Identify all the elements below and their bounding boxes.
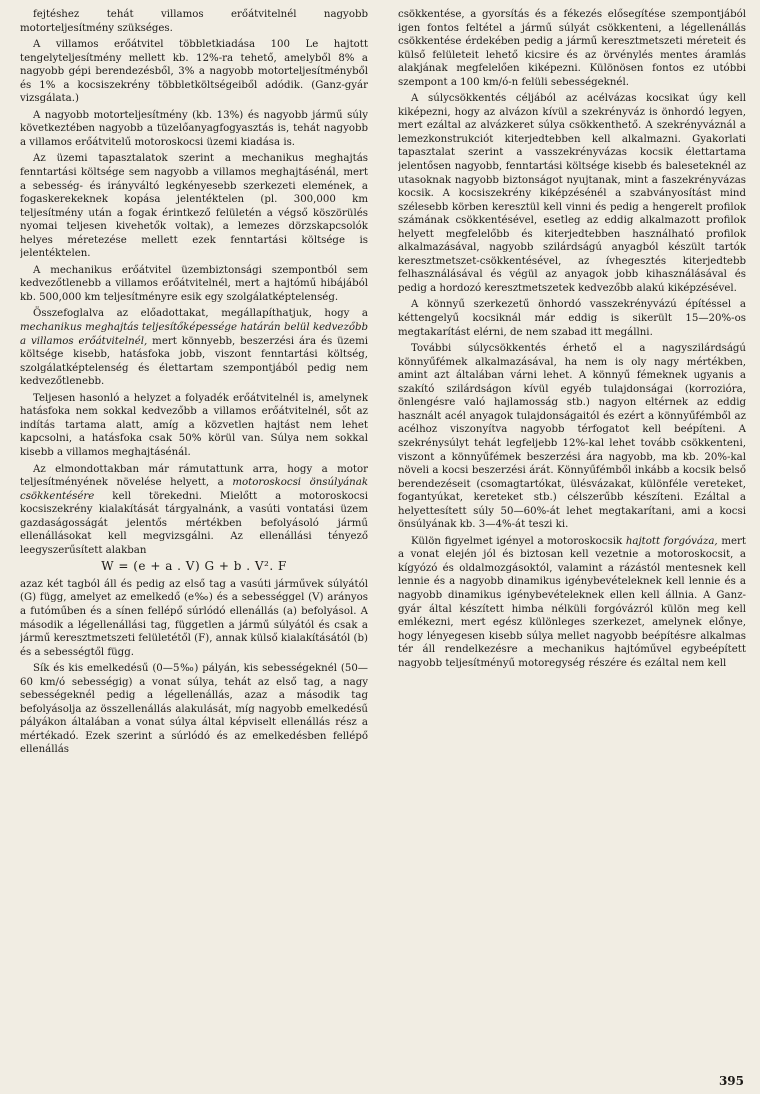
right-column xyxy=(398,8,746,1060)
emphasized-text: hajtott forgóváza, xyxy=(625,535,718,547)
paragraph-text: Sík és kis emelkedésű (0—5‰) pályán, kis sebességeknél (50—60 km/ó sebességig) a vonat súlya, tehát az első tag, a nagy sebességeknél pedig a légellenállás, azaz a második tag befolyásolja az összellenállás alakulását, míg nagyobb emelkedésű pályákon általában a vonat súlya által képviselt ellenállás rész a mértékadó. Ezek szerint a súrlódó és az emelkedésben fellépő ellenállás xyxy=(20,663,368,756)
paragraph-text: További súlycsökkentés érhető el a nagyszilárdságú könnyűfémek alkalmazásával, ha nem is oly nagy mértékben, amint azt általában várni lehet. A könnyű fémeknek ugyanis a szakító szilárdságon kívül egyéb tulajdonságai (korrozióra, önlengésre való hajlamosság stb.) nagyon eltérnek az eddig használt acél anyagok tulajdonságaitól és ezért a könnyűfémből az acélhoz viszonyítva nagyobb térfogatot kell beépíteni. A szekrénysúlyt tehát legfeljebb 12%-kal lehet tovább csökkenteni, viszont a könnyűfémek beszerzési ára nagyobb, ma kb. 20%-kal növeli a kocsi beszerzési árát. Könnyűfémből inkább a kocsik belső berendezéseit (csomagtartókat, ülésvázakat, különféle vereteket, fogantyúkat, kereteket stb.) célszerűbb készíteni. Ezáltal a helyettesített súly 50—60%-át lehet megtakarítani, ami a kocsi önsúlyának kb. 3—4%-át teszi ki. xyxy=(398,343,746,531)
paragraph xyxy=(20,578,368,659)
paragraph xyxy=(20,152,368,260)
paragraph xyxy=(20,392,368,460)
paragraph xyxy=(398,342,746,532)
left-column xyxy=(20,8,368,1060)
paragraph xyxy=(20,109,368,150)
paragraph-text-continued: mert a vonat elején jól és biztosan kell vezetnie a motoroskocsit, a kígyózó és oldalmozgásoktól, valamint a rázástól mentesnek kell lennie és a nagyobb dinamikus igénybevételeknek kell lennie és a nagyobb dinamikus igénybevételeknek ellen kell állnia. A Ganz-gyár által készített himba nélküli forgóvázról külön meg kell emlékezni, mert egész különleges szerkezet, amelynek előnye, hogy lényegesen kisebb súlya mellet nagyobb beépítésre alkalmas tér áll rendelkezésre a mechanikus hajtóművel egybeépített nagyobb teljesítményű motoregység részére és ezáltal nem kell xyxy=(398,535,746,669)
emphasized-text: mechanikus meghajtás teljesítőképessége határán belül kedvezőbb a villamos erőátvitelnél, xyxy=(20,322,368,347)
paragraph xyxy=(20,662,368,757)
paragraph xyxy=(398,535,746,670)
paragraph-text: Az elmondottakban már rámutattunk arra, hogy a motor teljesítményének növelése helyett, a xyxy=(20,463,368,489)
paragraph-text-continued: kell törekedni. Mielőtt a motoroskocsi kocsiszekrény kialakítását tárgyalnánk, a vasúti vontatási üzem gazdaságosságát jelentős mértékben befolyásoló jármű ellenállásokat kell megvizsgálni. Az ellenállási tényező leegyszerűsített alakban xyxy=(20,490,368,556)
paragraph xyxy=(20,463,368,558)
paragraph-text-continued: mert könnyebb, beszerzési ára és üzemi költsége kisebb, hatásfoka jobb, viszont fenntartási költség, szolgálatképtelenség és élettartam szempontjából pedig nem kedvezőtlenebb. xyxy=(20,335,368,388)
paragraph-text: Összefoglalva az előadottakat, megállapíthatjuk, hogy a xyxy=(33,308,368,320)
paragraph-text: Teljesen hasonló a helyzet a folyadék erőátvitelnél is, amelynek hatásfoka nem sokkal kedvezőbb a villamos erőátvitelnél, sőt az indítás tartama alatt, amíg a közvetlen hajtást nem lehet kapcsolni, a hatásfoka csak 50% körül van. Súlya nem sokkal kisebb a villamos meghajtásénál. xyxy=(20,392,368,458)
text-columns xyxy=(20,8,746,1060)
paragraph xyxy=(398,298,746,339)
paragraph xyxy=(398,8,746,89)
paragraph-text: Külön figyelmet igényel a motoroskocsik xyxy=(411,535,626,547)
resistance-formula: W = (e + a . V) G + b . V². F xyxy=(101,559,287,574)
emphasized-text: motoroskocsi önsúlyának csökkentésére xyxy=(20,477,368,502)
paragraph-text: A villamos erőátvitel többletkiadása 100 Le hajtott tengelyteljesítmény mellett kb. 12%-ra tehető, amelyből 8% a nagyobb gépi berendezésből, 3% a nagyobb motorteljesítményből és 1% a kocsiszekrény többletköltségeiből adódik. (Ganz-gyár vizsgálata.) xyxy=(20,39,368,105)
paragraph xyxy=(20,307,368,388)
paragraph xyxy=(20,38,368,106)
paragraph-text: A mechanikus erőátvitel üzembiztonsági szempontból sem kedvezőtlenebb a villamos erőátvitelnél, mert a hajtómű hibájából kb. 500,000 km teljesítményre esik egy szolgálatképtelenség. xyxy=(20,264,368,303)
paragraph-text: csökkentése, a gyorsítás és a fékezés elősegítése szempontjából igen fontos feltétel a jármű súlyát csökkenteni, a légellenállás csökkentése érdekében pedig a jármű keresztmetszeti méreteit és külső felületeit lehető kicsire és az örvénylés mentes áramlás alakjának megfelelően kiképezni. Különösen fontos ez utóbbi szempont a 100 km/ó-n felüli sebességeknél. xyxy=(398,9,746,88)
paragraph xyxy=(20,8,368,35)
page-number: 395 xyxy=(718,1074,744,1088)
paragraph xyxy=(20,264,368,305)
paragraph xyxy=(398,92,746,295)
paragraph-text: azaz két tagból áll és pedig az első tag a vasúti járművek súlyától (G) függ, amelyet az emelkedő (e‰) és a sebességgel (V) arányos a futóműben és a sínen fellépő súrlódó ellenállás (a) befolyásol. A második a légellenállási tag, független a jármű súlyától és csak a jármű keresztmetszeti felületétől (F), annak külső kialakításától (b) és a sebességtől függ. xyxy=(20,578,368,658)
paragraph-text: A könnyű szerkezetű önhordó vasszekrényvázú építéssel a kéttengelyű kocsiknál már eddig is sikerült 15—20%-os megtakarítást elérni, de nem szabad itt megállni. xyxy=(398,299,746,338)
paragraph-text: A nagyobb motorteljesítmény (kb. 13%) és nagyobb jármű súly következtében nagyobb a tüzelőanyagfogyasztás is, tehát nagyobb a villamos erőátvitelű motoroskocsi üzemi kiadása is. xyxy=(20,109,368,148)
paragraph-text: fejtéshez tehát villamos erőátvitelnél nagyobb motorteljesítmény szükséges. xyxy=(20,9,368,34)
paragraph-text: Az üzemi tapasztalatok szerint a mechanikus meghajtás fenntartási költsége sem nagyobb a villamos meghajtásénál, mert a sebesség- és irányváltó legkényesebb szerkezeti elemének, a fogaskerekeknek kopása jelentéktelen (pl. 300,000 km teljesítmény után a fogak érintkező felületén a végső köszörülés nyomai teljesen kivehetők voltak), a lemezes dörzskapcsolók helyes méretezése mellett ezek fenntartási költsége is jelentéktelen. xyxy=(20,153,368,260)
paragraph-text: A súlycsökkentés céljából az acélvázas kocsikat úgy kell kiképezni, hogy az alvázon kívül a szekrényváz is önhordó legyen, mert ezáltal az alvázkeret súlya csökkenthető. A szekrényváznál a lemezkonstrukciót kiterjedtebben kell alkalmazni. Gyakorlati tapasztalat szerint a vasszekrényvázas kocsik élettartama jelentősen nagyobb, fenntartási költsége kisebb és baleseteknél az utasoknak nagyobb biztonságot nyujtanak, mint a faszekrényvázas kocsik. A kocsiszekrény kiképzésénél a szabványosítást mind szélesebb körben keresztül kell vinni és pedig a hengerelt profilok számának csökkentésével, esetleg az eddig alkalmazott profilok helyett megfelelőbb és kiterjedtebben használható profilok alkalmazásával, nagyobb szilárdságú anyagból készült tartók keresztmetszet-csökkentésével, az ívhegesztés kiterjedtebb felhasználásával és végül az anyagok jobb kihasználásával és pedig a hordozó keresztmetszetek kedvezőbb alakú kiképzésével. xyxy=(398,93,746,294)
